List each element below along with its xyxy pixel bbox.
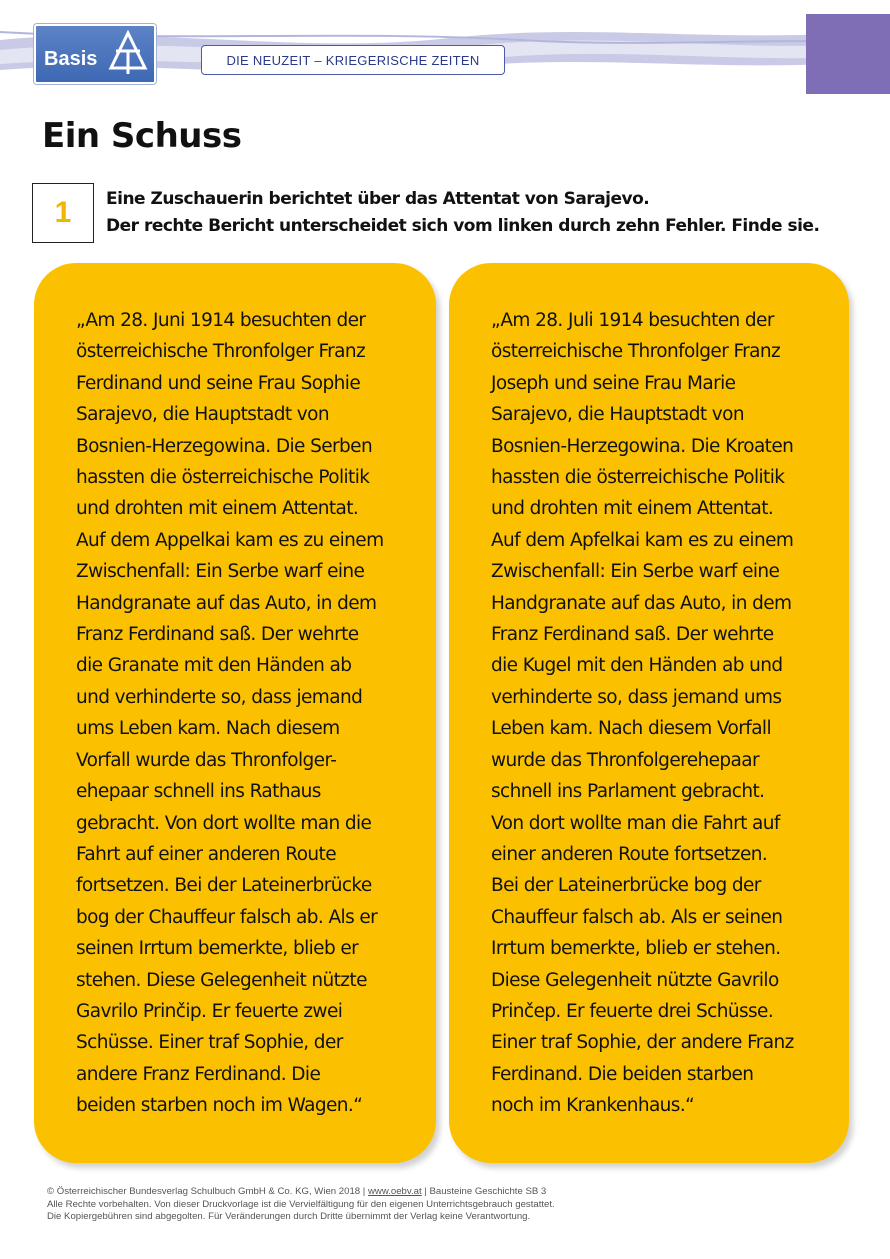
report-line: bog der Chauffeur falsch ab. Als er — [76, 906, 378, 928]
report-line: Zwischenfall: Ein Serbe warf eine — [76, 561, 365, 583]
report-line: „Am 28. Juni 1914 besuchten der — [76, 310, 366, 331]
task-instruction-line: Der rechte Bericht unterscheidet sich vom linken durch zehn Fehler. Finde sie. — [106, 216, 820, 236]
report-line: und drohten mit einem Attentat. — [491, 498, 774, 520]
report-line: beiden starben noch im Wagen.“ — [76, 1095, 363, 1117]
publisher-website-link[interactable]: www.oebv.at — [367, 1186, 422, 1197]
report-line: stehen. Diese Gelegenheit nützte — [76, 969, 367, 991]
report-line: hassten die österreichische Politik — [76, 467, 370, 489]
report-line: Bosnien-Herzegowina. Die Kroaten — [491, 435, 794, 457]
report-line: Prinčep. Er feuerte drei Schüsse. — [491, 1000, 774, 1022]
right-report-card — [449, 263, 849, 1163]
right-report-text — [491, 305, 836, 1122]
report-line: Vorfall wurde das Thronfolger- — [76, 749, 337, 771]
report-line: seinen Irrtum bemerkte, blieb er — [76, 938, 359, 960]
report-line: ehepaar schnell ins Rathaus — [76, 781, 321, 803]
page-title: Ein Schuss — [42, 116, 242, 156]
report-line: Zwischenfall: Ein Serbe warf eine — [491, 561, 780, 583]
task-instruction-line: Eine Zuschauerin berichtet über das Attentat von Sarajevo. — [106, 189, 650, 209]
report-line: und verhinderte so, dass jemand — [76, 686, 363, 708]
report-line: Franz Ferdinand saß. Der wehrte — [491, 624, 774, 646]
task-number: 1 — [32, 183, 94, 243]
report-line: Joseph und seine Frau Marie — [491, 372, 736, 394]
left-report-card — [34, 263, 436, 1163]
report-line: Irrtum bemerkte, blieb er stehen. — [491, 938, 781, 960]
report-line: wurde das Thronfolgerehepaar — [491, 749, 760, 771]
triangle-logo-icon — [108, 30, 148, 76]
report-line: Handgranate auf das Auto, in dem — [491, 592, 792, 614]
footer-book-title: | Bausteine Geschichte SB 3 — [421, 1186, 547, 1197]
publisher-logo — [34, 24, 156, 84]
report-line: Diese Gelegenheit nützte Gavrilo — [491, 969, 779, 991]
report-line: Von dort wollte man die Fahrt auf — [491, 812, 780, 834]
task-instructions — [106, 186, 876, 240]
report-line: schnell ins Parlament gebracht. — [491, 781, 765, 803]
footer-line-3: Die Kopiergebühren sind abgegolten. Für Veränderungen durch Dritte übernimmt der Verlag keine Verantwortung. — [47, 1211, 531, 1222]
report-line: ums Leben kam. Nach diesem — [76, 718, 340, 740]
report-line: Franz Ferdinand saß. Der wehrte — [76, 624, 359, 646]
report-line: Gavrilo Prinčip. Er feuerte zwei — [76, 1000, 343, 1022]
left-report-text — [76, 305, 421, 1122]
report-line: Einer traf Sophie, der andere Franz — [491, 1032, 794, 1054]
report-line: und drohten mit einem Attentat. — [76, 498, 359, 520]
footer-copyright-text: © Österreichischer Bundesverlag Schulbuch GmbH & Co. KG, Wien 2018 | — [47, 1186, 368, 1197]
copyright-footer — [47, 1186, 847, 1224]
report-line: die Kugel mit den Händen ab und — [491, 655, 783, 677]
report-line: „Am 28. Juli 1914 besuchten der — [491, 310, 774, 331]
report-line: österreichische Thronfolger Franz — [76, 341, 366, 363]
footer-line-2: Alle Rechte vorbehalten. Von dieser Druckvorlage ist die Vervielfältigung für den eigenen Unterrichtsgebrauch gestattet. — [47, 1198, 555, 1210]
corner-tab — [806, 14, 890, 94]
report-line: gebracht. Von dort wollte man die — [76, 812, 372, 834]
report-line: Handgranate auf das Auto, in dem — [76, 592, 377, 614]
report-line: Ferdinand und seine Frau Sophie — [76, 372, 361, 394]
report-line: fortsetzen. Bei der Lateinerbrücke — [76, 875, 372, 897]
logo-label: Basis — [44, 48, 98, 70]
report-line: Fahrt auf einer anderen Route — [76, 843, 336, 865]
report-line: Ferdinand. Die beiden starben — [491, 1063, 754, 1085]
report-line: Bei der Lateinerbrücke bog der — [491, 875, 761, 897]
report-line: Leben kam. Nach diesem Vorfall — [491, 718, 772, 740]
footer-line-1 — [47, 1186, 847, 1199]
series-label: DIE NEUZEIT – KRIEGERISCHE ZEITEN — [201, 45, 505, 75]
report-line: Bosnien-Herzegowina. Die Serben — [76, 435, 373, 457]
report-line: einer anderen Route fortsetzen. — [491, 843, 768, 865]
report-line: verhinderte so, dass jemand ums — [491, 686, 782, 708]
report-line: die Granate mit den Händen ab — [76, 655, 352, 677]
report-line: Chauffeur falsch ab. Als er seinen — [491, 906, 783, 928]
report-line: hassten die österreichische Politik — [491, 467, 785, 489]
report-line: Auf dem Apfelkai kam es zu einem — [491, 529, 794, 551]
report-line: Sarajevo, die Hauptstadt von — [491, 404, 744, 426]
report-line: Sarajevo, die Hauptstadt von — [76, 404, 329, 426]
report-line: österreichische Thronfolger Franz — [491, 341, 781, 363]
report-line: noch im Krankenhaus.“ — [491, 1095, 695, 1117]
report-line: Auf dem Appelkai kam es zu einem — [76, 529, 384, 551]
report-line: Schüsse. Einer traf Sophie, der — [76, 1032, 343, 1054]
report-line: andere Franz Ferdinand. Die — [76, 1063, 321, 1085]
